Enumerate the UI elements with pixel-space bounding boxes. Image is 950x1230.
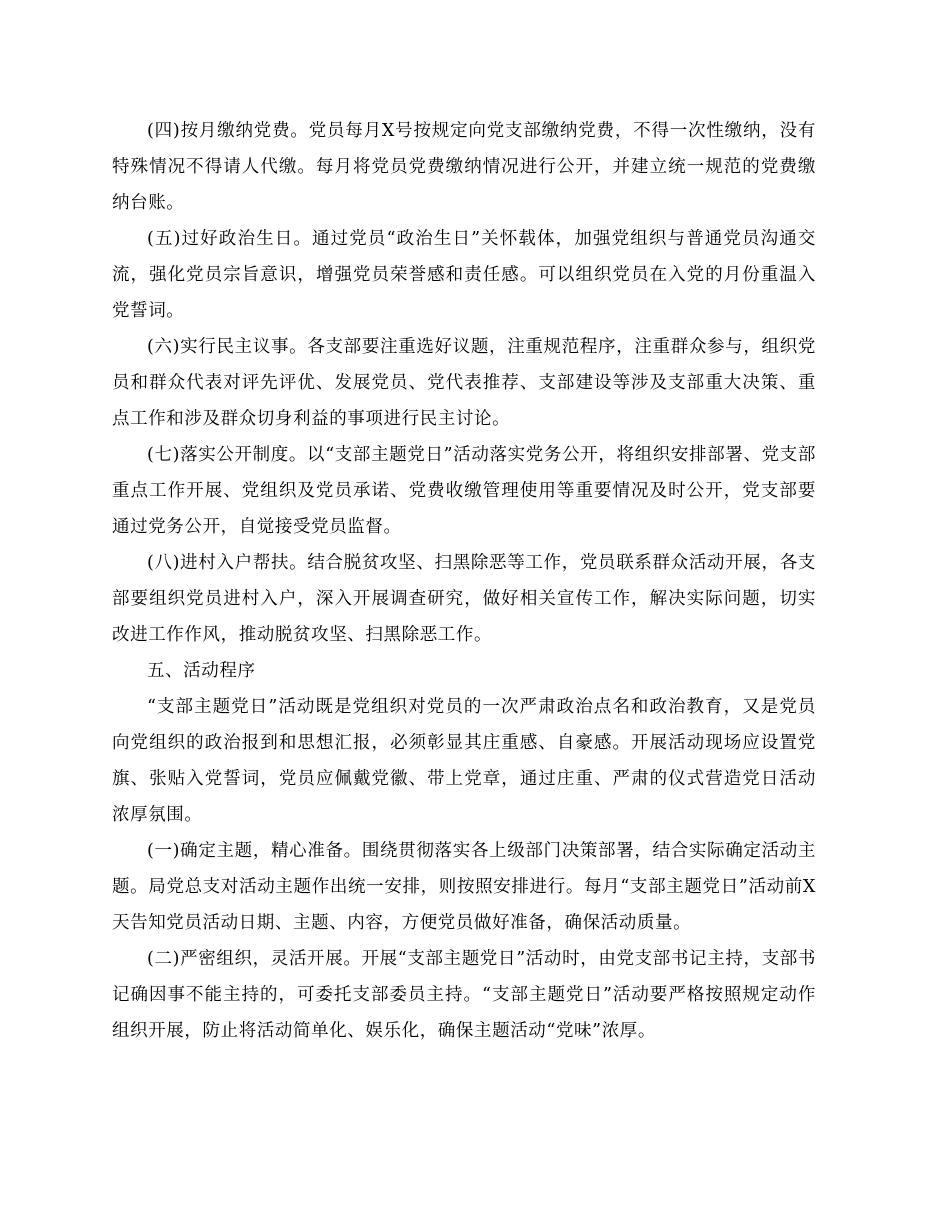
paragraph-party-dues: (四)按月缴纳党费。党员每月X号按规定向党支部缴纳党费，不得一次性缴纳，没有特殊情况不得请人代缴。每月将党员党费缴纳情况进行公开，并建立统一规范的党费缴纳台账。	[112, 121, 816, 213]
paragraph-political-birthday: (五)过好政治生日。通过党员“政治生日”关怀载体，加强党组织与普通党员沟通交流，强化党员宗旨意识，增强党员荣誉感和责任感。可以组织党员在入党的月份重温入党誓词。	[112, 229, 816, 321]
paragraph-public-disclosure: (七)落实公开制度。以“支部主题党日”活动落实党务公开，将组织安排部署、党支部重点工作开展、党组织及党员承诺、党费收缴管理使用等重要情况及时公开，党支部要通过党务公开，自觉接受党员监督。	[112, 445, 816, 537]
paragraph-activity-overview: “支部主题党日”活动既是党组织对党员的一次严肃政治点名和政治教育，又是党员向党组织的政治报到和思想汇报，必须彰显其庄重感、自豪感。开展活动现场应设置党旗、张贴入党誓词，党员应佩戴党徽、带上党章，通过庄重、严肃的仪式营造党日活动浓厚氛围。	[112, 697, 816, 825]
paragraph-determine-theme: (一)确定主题，精心准备。围绕贯彻落实各上级部门决策部署，结合实际确定活动主题。局党总支对活动主题作出统一安排，则按照安排进行。每月“支部主题党日”活动前X天告知党员活动日期、主题、内容，方便党员做好准备，确保活动质量。	[112, 841, 816, 933]
paragraph-democratic-discussion: (六)实行民主议事。各支部要注重选好议题，注重规范程序，注重群众参与，组织党员和群众代表对评先评优、发展党员、党代表推荐、支部建设等涉及支部重大决策、重点工作和涉及群众切身利益的事项进行民主讨论。	[112, 337, 816, 429]
section-heading-activity-procedure: 五、活动程序	[147, 661, 256, 681]
paragraph-village-visits: (八)进村入户帮扶。结合脱贫攻坚、扫黑除恶等工作，党员联系群众活动开展，各支部要组织党员进村入户，深入开展调查研究，做好相关宣传工作，解决实际问题，切实改进工作作风，推动脱贫攻坚、扫黑除恶工作。	[112, 553, 816, 645]
document-body	[112, 113, 816, 1049]
paragraph-strict-organization: (二)严密组织，灵活开展。开展“支部主题党日”活动时，由党支部书记主持，支部书记确因事不能主持的，可委托支部委员主持。“支部主题党日”活动要严格按照规定动作组织开展，防止将活动简单化、娱乐化，确保主题活动“党味”浓厚。	[112, 949, 816, 1041]
